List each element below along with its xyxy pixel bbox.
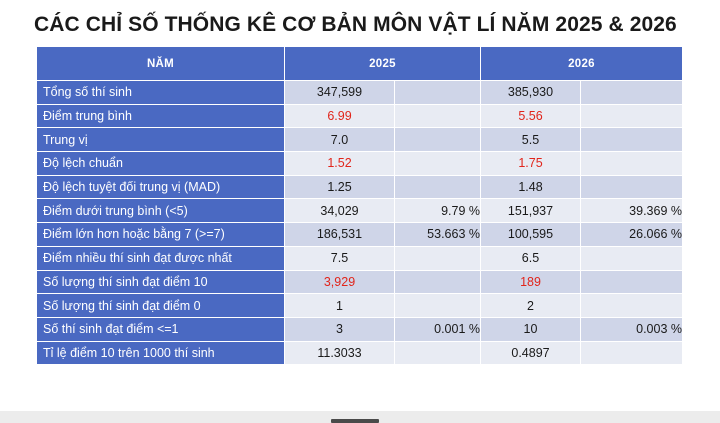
percent-2026: 39.369 % <box>581 199 683 223</box>
side-watermark <box>691 300 703 380</box>
value-2025: 7.0 <box>285 128 395 152</box>
percent-2026 <box>581 246 683 270</box>
table-row <box>37 270 683 294</box>
percent-2026 <box>581 81 683 105</box>
percent-2025 <box>395 246 481 270</box>
percent-2025 <box>395 294 481 318</box>
row-label: Điểm lớn hơn hoặc bằng 7 (>=7) <box>37 223 285 247</box>
table-row <box>37 199 683 223</box>
value-2026: 5.5 <box>481 128 581 152</box>
row-label: Tỉ lệ điểm 10 trên 1000 thí sinh <box>37 341 285 365</box>
value-2026: 10 <box>481 317 581 341</box>
value-2026: 2 <box>481 294 581 318</box>
row-label: Trung vị <box>37 128 285 152</box>
value-2025: 7.5 <box>285 246 395 270</box>
value-2026: 0.4897 <box>481 341 581 365</box>
percent-2025 <box>395 104 481 128</box>
percent-2026 <box>581 128 683 152</box>
percent-2026 <box>581 294 683 318</box>
value-2025: 11.3033 <box>285 341 395 365</box>
percent-2026 <box>581 104 683 128</box>
value-2026: 1.75 <box>481 152 581 176</box>
percent-2025 <box>395 152 481 176</box>
percent-2026 <box>581 175 683 199</box>
row-label: Điểm nhiều thí sinh đạt được nhất <box>37 246 285 270</box>
percent-2025: 0.001 % <box>395 317 481 341</box>
header-year: NĂM <box>37 47 285 81</box>
value-2025: 1 <box>285 294 395 318</box>
table-row <box>37 104 683 128</box>
row-label: Số lượng thí sinh đạt điểm 10 <box>37 270 285 294</box>
value-2026: 5.56 <box>481 104 581 128</box>
percent-2026 <box>581 341 683 365</box>
percent-2025 <box>395 81 481 105</box>
value-2025: 3,929 <box>285 270 395 294</box>
value-2025: 1.52 <box>285 152 395 176</box>
bottom-handle[interactable] <box>331 419 379 423</box>
table-row <box>37 152 683 176</box>
percent-2025 <box>395 128 481 152</box>
value-2025: 186,531 <box>285 223 395 247</box>
table-row <box>37 81 683 105</box>
value-2026: 189 <box>481 270 581 294</box>
value-2026: 100,595 <box>481 223 581 247</box>
row-label: Độ lệch tuyệt đối trung vị (MAD) <box>37 175 285 199</box>
row-label: Tổng số thí sinh <box>37 81 285 105</box>
percent-2026: 26.066 % <box>581 223 683 247</box>
value-2026: 6.5 <box>481 246 581 270</box>
statistics-table <box>36 46 683 365</box>
row-label: Điểm trung bình <box>37 104 285 128</box>
row-label: Số lượng thí sinh đạt điểm 0 <box>37 294 285 318</box>
percent-2025 <box>395 341 481 365</box>
value-2025: 34,029 <box>285 199 395 223</box>
table-row <box>37 128 683 152</box>
percent-2026 <box>581 270 683 294</box>
table-row <box>37 223 683 247</box>
value-2025: 3 <box>285 317 395 341</box>
row-label: Số thí sinh đạt điểm <=1 <box>37 317 285 341</box>
table-row <box>37 175 683 199</box>
table-row <box>37 317 683 341</box>
value-2025: 6.99 <box>285 104 395 128</box>
percent-2026 <box>581 152 683 176</box>
value-2025: 1.25 <box>285 175 395 199</box>
table-row <box>37 341 683 365</box>
value-2026: 385,930 <box>481 81 581 105</box>
value-2025: 347,599 <box>285 81 395 105</box>
percent-2025 <box>395 270 481 294</box>
table-row <box>37 246 683 270</box>
table-header-row <box>37 47 683 81</box>
percent-2025: 9.79 % <box>395 199 481 223</box>
value-2026: 1.48 <box>481 175 581 199</box>
header-2026: 2026 <box>481 47 683 81</box>
percent-2025: 53.663 % <box>395 223 481 247</box>
header-2025: 2025 <box>285 47 481 81</box>
row-label: Độ lệch chuẩn <box>37 152 285 176</box>
table-row <box>37 294 683 318</box>
value-2026: 151,937 <box>481 199 581 223</box>
percent-2026: 0.003 % <box>581 317 683 341</box>
percent-2025 <box>395 175 481 199</box>
row-label: Điểm dưới trung bình (<5) <box>37 199 285 223</box>
page-title: CÁC CHỈ SỐ THỐNG KÊ CƠ BẢN MÔN VẬT LÍ NĂM 2025 & 2026 <box>34 13 677 36</box>
